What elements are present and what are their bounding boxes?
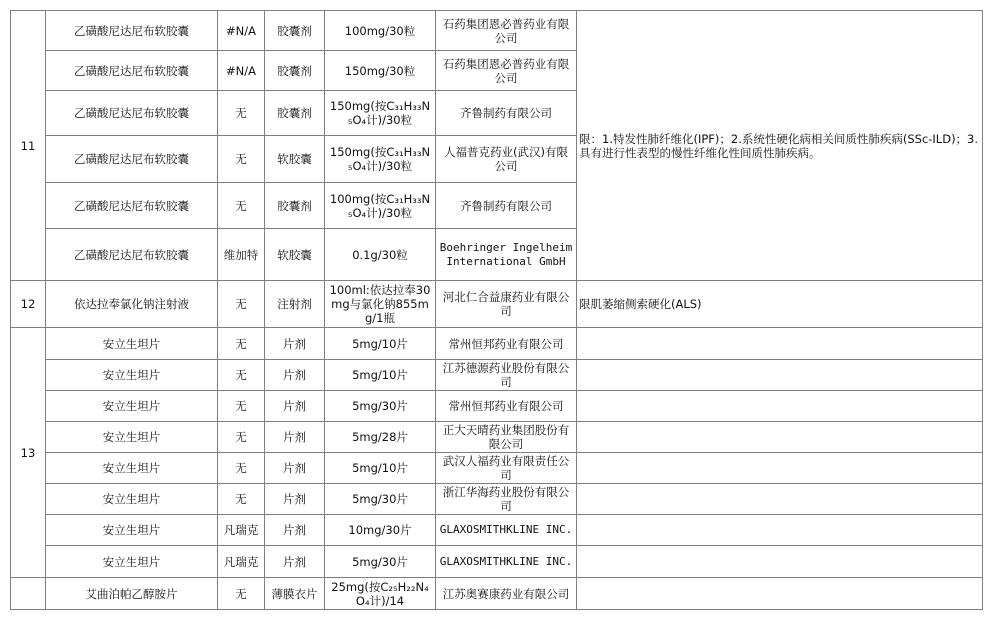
manufacturer-cell: 齐鲁制药有限公司 — [436, 91, 577, 136]
restriction-note-cell — [577, 546, 983, 578]
brand-name-cell: #N/A — [218, 51, 265, 91]
drug-name-cell: 乙磺酸尼达尼布软胶囊 — [46, 91, 218, 136]
manufacturer-cell: 常州恒邦药业有限公司 — [436, 391, 577, 422]
manufacturer-cell: 江苏德源药业股份有限公司 — [436, 360, 577, 391]
group-number: 11 — [11, 11, 46, 281]
dosage-form-cell: 片剂 — [265, 360, 325, 391]
dosage-form-cell: 片剂 — [265, 546, 325, 578]
table-row — [11, 391, 983, 422]
drug-name-cell: 安立生坦片 — [46, 453, 218, 484]
table-row — [11, 281, 983, 328]
dosage-form-cell: 片剂 — [265, 515, 325, 546]
specification-cell: 5mg/10片 — [325, 360, 436, 391]
dosage-form-cell: 片剂 — [265, 422, 325, 453]
dosage-form-cell: 胶囊剂 — [265, 11, 325, 51]
specification-cell: 150mg(按C₃₁H₃₃N₅O₄计)/30粒 — [325, 136, 436, 183]
manufacturer-cell: GLAXOSMITHKLINE INC. — [436, 546, 577, 578]
dosage-form-cell: 薄膜衣片 — [265, 578, 325, 610]
specification-cell: 5mg/30片 — [325, 391, 436, 422]
drug-name-cell: 乙磺酸尼达尼布软胶囊 — [46, 11, 218, 51]
specification-cell: 5mg/10片 — [325, 328, 436, 360]
brand-name-cell: 凡瑞克 — [218, 546, 265, 578]
specification-cell: 5mg/28片 — [325, 422, 436, 453]
specification-cell: 100mg(按C₃₁H₃₃N₅O₄计)/30粒 — [325, 183, 436, 229]
drug-name-cell: 乙磺酸尼达尼布软胶囊 — [46, 183, 218, 229]
dosage-form-cell: 片剂 — [265, 484, 325, 515]
group-number: 13 — [11, 328, 46, 578]
brand-name-cell: 无 — [218, 328, 265, 360]
brand-name-cell: 无 — [218, 391, 265, 422]
drug-name-cell: 安立生坦片 — [46, 546, 218, 578]
table-row — [11, 484, 983, 515]
dosage-form-cell: 注射剂 — [265, 281, 325, 328]
manufacturer-cell: 武汉人福药业有限责任公司 — [436, 453, 577, 484]
drug-name-cell: 安立生坦片 — [46, 328, 218, 360]
group-number — [11, 578, 46, 610]
table-row — [11, 453, 983, 484]
table-row — [11, 546, 983, 578]
table-body — [11, 11, 983, 610]
manufacturer-cell: 人福普克药业(武汉)有限公司 — [436, 136, 577, 183]
drug-name-cell: 乙磺酸尼达尼布软胶囊 — [46, 51, 218, 91]
drug-table — [10, 10, 983, 610]
dosage-form-cell: 胶囊剂 — [265, 91, 325, 136]
dosage-form-cell: 软胶囊 — [265, 229, 325, 281]
manufacturer-cell: Boehringer Ingelheim International GmbH — [436, 229, 577, 281]
restriction-note-cell — [577, 453, 983, 484]
dosage-form-cell: 片剂 — [265, 453, 325, 484]
group-number: 12 — [11, 281, 46, 328]
specification-cell: 100ml:依达拉奉30mg与氯化钠855mg/1瓶 — [325, 281, 436, 328]
specification-cell: 25mg(按C₂₅H₂₂N₄O₄计)/14 — [325, 578, 436, 610]
drug-name-cell: 安立生坦片 — [46, 391, 218, 422]
brand-name-cell: 无 — [218, 136, 265, 183]
manufacturer-cell: 齐鲁制药有限公司 — [436, 183, 577, 229]
manufacturer-cell: 正大天晴药业集团股份有限公司 — [436, 422, 577, 453]
brand-name-cell: 凡瑞克 — [218, 515, 265, 546]
table-row — [11, 11, 983, 51]
brand-name-cell: 无 — [218, 484, 265, 515]
drug-name-cell: 依达拉奉氯化钠注射液 — [46, 281, 218, 328]
specification-cell: 10mg/30片 — [325, 515, 436, 546]
table-row — [11, 360, 983, 391]
table-row — [11, 422, 983, 453]
specification-cell: 150mg(按C₃₁H₃₃N₅O₄计)/30粒 — [325, 91, 436, 136]
drug-name-cell: 乙磺酸尼达尼布软胶囊 — [46, 229, 218, 281]
restriction-note-cell — [577, 360, 983, 391]
restriction-note-cell — [577, 391, 983, 422]
restriction-note-cell — [577, 484, 983, 515]
table-row — [11, 328, 983, 360]
restriction-note: 限：1.特发性肺纤维化(IPF)；2.系统性硬化病相关间质性肺疾病(SSc-ILD)；3.具有进行性表型的慢性纤维化性间质性肺疾病。 — [577, 11, 983, 281]
brand-name-cell: 无 — [218, 578, 265, 610]
specification-cell: 5mg/10片 — [325, 453, 436, 484]
manufacturer-cell: 河北仁合益康药业有限公司 — [436, 281, 577, 328]
restriction-note — [577, 578, 983, 610]
brand-name-cell: 无 — [218, 360, 265, 391]
manufacturer-cell: 浙江华海药业股份有限公司 — [436, 484, 577, 515]
specification-cell: 0.1g/30粒 — [325, 229, 436, 281]
specification-cell: 5mg/30片 — [325, 484, 436, 515]
dosage-form-cell: 胶囊剂 — [265, 183, 325, 229]
specification-cell: 100mg/30粒 — [325, 11, 436, 51]
restriction-note-cell — [577, 422, 983, 453]
restriction-note: 限肌萎缩侧索硬化(ALS) — [577, 281, 983, 328]
drug-name-cell: 艾曲泊帕乙醇胺片 — [46, 578, 218, 610]
brand-name-cell: 无 — [218, 91, 265, 136]
drug-name-cell: 安立生坦片 — [46, 422, 218, 453]
brand-name-cell: #N/A — [218, 11, 265, 51]
table-row — [11, 578, 983, 610]
dosage-form-cell: 片剂 — [265, 391, 325, 422]
drug-name-cell: 安立生坦片 — [46, 360, 218, 391]
dosage-form-cell: 片剂 — [265, 328, 325, 360]
dosage-form-cell: 胶囊剂 — [265, 51, 325, 91]
manufacturer-cell: 石药集团恩必普药业有限公司 — [436, 11, 577, 51]
brand-name-cell: 无 — [218, 183, 265, 229]
specification-cell: 5mg/30片 — [325, 546, 436, 578]
restriction-note-cell — [577, 515, 983, 546]
restriction-note-cell — [577, 328, 983, 360]
brand-name-cell: 无 — [218, 453, 265, 484]
specification-cell: 150mg/30粒 — [325, 51, 436, 91]
brand-name-cell: 维加特 — [218, 229, 265, 281]
drug-name-cell: 安立生坦片 — [46, 515, 218, 546]
manufacturer-cell: 石药集团恩必普药业有限公司 — [436, 51, 577, 91]
manufacturer-cell: GLAXOSMITHKLINE INC. — [436, 515, 577, 546]
dosage-form-cell: 软胶囊 — [265, 136, 325, 183]
manufacturer-cell: 江苏奥赛康药业有限公司 — [436, 578, 577, 610]
brand-name-cell: 无 — [218, 281, 265, 328]
brand-name-cell: 无 — [218, 422, 265, 453]
manufacturer-cell: 常州恒邦药业有限公司 — [436, 328, 577, 360]
table-row — [11, 515, 983, 546]
drug-name-cell: 乙磺酸尼达尼布软胶囊 — [46, 136, 218, 183]
drug-name-cell: 安立生坦片 — [46, 484, 218, 515]
